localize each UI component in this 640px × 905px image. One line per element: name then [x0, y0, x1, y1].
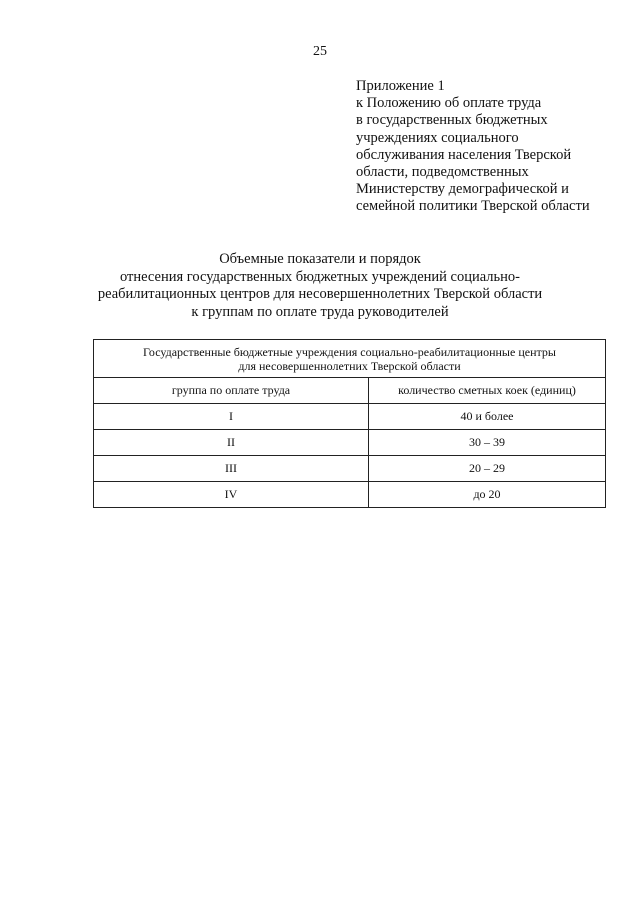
- bed-count-cell: 30 – 39: [369, 430, 606, 456]
- table-row: [94, 404, 606, 430]
- appendix-line: в государственных бюджетных: [356, 112, 548, 129]
- appendix-line: семейной политики Тверской области: [356, 198, 590, 215]
- appendix-line: Приложение 1: [356, 78, 445, 94]
- page-number: 25: [313, 44, 327, 59]
- heading-line: Объемные показатели и порядок: [219, 251, 421, 267]
- pay-group-cell: I: [94, 404, 369, 430]
- bed-count-cell: 40 и более: [369, 404, 606, 430]
- heading-line: отнесения государственных бюджетных учреждений социально-: [119, 268, 520, 285]
- heading-line: к группам по оплате труда руководителей: [191, 303, 449, 320]
- table-title-row: [94, 340, 606, 378]
- bed-count-cell: 20 – 29: [369, 456, 606, 482]
- appendix-note: [356, 78, 626, 216]
- table-title-line: для несовершеннолетних Тверской области: [238, 358, 461, 373]
- pay-group-cell: IV: [94, 482, 369, 508]
- header-pay-group: группа по оплате труда: [94, 378, 369, 404]
- heading-line: реабилитационных центров для несовершеннолетних Тверской области: [97, 286, 543, 302]
- pay-groups-table: [93, 339, 606, 508]
- table-title-line: Государственные бюджетные учреждения социально-реабилитационные центры: [143, 344, 556, 359]
- header-bed-count: количество сметных коек (единиц): [369, 378, 606, 404]
- appendix-line: Министерству демографической и: [356, 181, 569, 198]
- pay-group-cell: III: [94, 456, 369, 482]
- appendix-line: к Положению об оплате труда: [356, 95, 542, 112]
- appendix-line: области, подведомственных: [356, 164, 529, 181]
- table-title-cell: [94, 340, 606, 378]
- table-row: [94, 482, 606, 508]
- appendix-line: обслуживания населения Тверской: [356, 146, 572, 163]
- table-row: [94, 456, 606, 482]
- bed-count-cell: до 20: [369, 482, 606, 508]
- table-row: [94, 430, 606, 456]
- pay-group-cell: II: [94, 430, 369, 456]
- document-heading: [60, 251, 580, 321]
- table-header-row: [94, 378, 606, 404]
- appendix-line: учреждениях социального: [356, 129, 519, 146]
